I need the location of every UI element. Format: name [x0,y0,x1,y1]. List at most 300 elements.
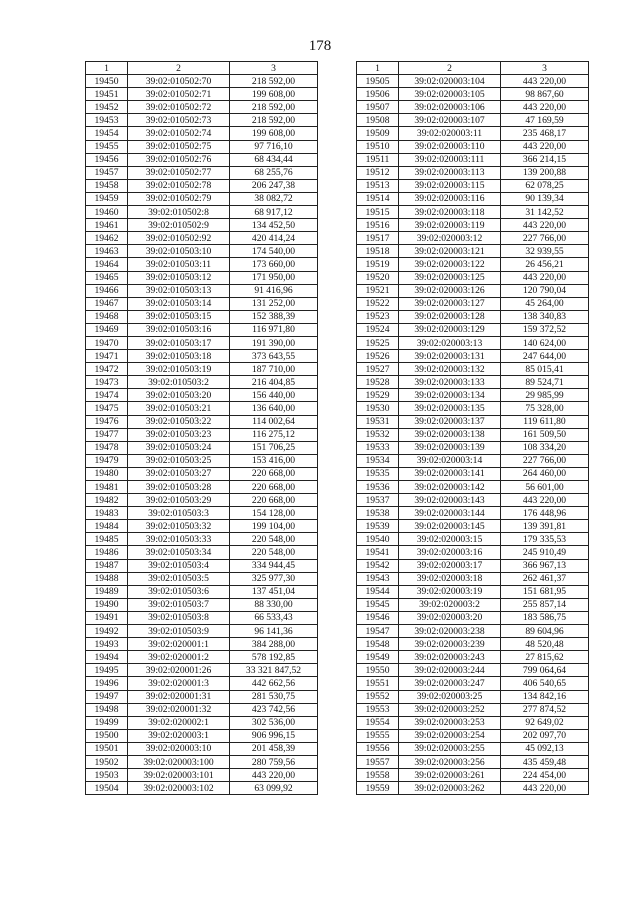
row-number-cell: 19477 [86,428,128,441]
cadastral-number-cell: 39:02:010503:7 [128,598,230,611]
cadastral-number-cell: 39:02:020003:2 [399,598,501,611]
value-cell: 62 078,25 [501,179,589,192]
cadastral-number-cell: 39:02:010503:5 [128,572,230,585]
row-number-cell: 19509 [357,127,399,140]
cadastral-number-cell: 39:02:020003:243 [399,651,501,664]
row-number-cell: 19559 [357,782,399,795]
table-row [357,323,589,336]
row-number-cell: 19495 [86,664,128,677]
table-row [357,192,589,205]
table-row [357,546,589,559]
table-row [357,114,589,127]
value-cell: 119 611,80 [501,415,589,428]
cadastral-number-cell: 39:02:020002:1 [128,716,230,729]
value-cell: 137 451,04 [230,585,318,598]
value-cell: 247 644,00 [501,350,589,363]
cadastral-number-cell: 39:02:020003:127 [399,297,501,310]
value-cell: 173 660,00 [230,258,318,271]
row-number-cell: 19491 [86,611,128,624]
value-cell: 255 857,14 [501,598,589,611]
value-cell: 227 766,00 [501,454,589,467]
cadastral-number-cell: 39:02:020001:31 [128,690,230,703]
value-cell: 90 139,34 [501,192,589,205]
cadastral-number-cell: 39:02:010503:4 [128,559,230,572]
value-cell: 68 917,12 [230,206,318,219]
value-cell: 220 548,00 [230,546,318,559]
row-number-cell: 19505 [357,75,399,88]
cadastral-number-cell: 39:02:020003:138 [399,428,501,441]
value-cell: 302 536,00 [230,716,318,729]
table-row [86,192,318,205]
value-cell: 159 372,52 [501,323,589,336]
value-cell: 114 002,64 [230,415,318,428]
table-row [86,441,318,454]
row-number-cell: 19468 [86,310,128,323]
cadastral-number-cell: 39:02:010503:6 [128,585,230,598]
row-number-cell: 19506 [357,88,399,101]
table-row [86,533,318,546]
value-cell: 443 220,00 [501,494,589,507]
row-number-cell: 19541 [357,546,399,559]
cadastral-number-cell: 39:02:010502:92 [128,232,230,245]
value-cell: 443 220,00 [501,782,589,795]
cadastral-number-cell: 39:02:010503:14 [128,297,230,310]
table-row [357,140,589,153]
table-row [86,507,318,520]
cadastral-number-cell: 39:02:020003:238 [399,625,501,638]
value-cell: 245 910,49 [501,546,589,559]
row-number-cell: 19473 [86,376,128,389]
value-cell: 136 640,00 [230,402,318,415]
cadastral-number-cell: 39:02:020003:111 [399,153,501,166]
table-row [357,729,589,742]
row-number-cell: 19479 [86,454,128,467]
row-number-cell: 19484 [86,520,128,533]
value-cell: 406 540,65 [501,677,589,690]
cadastral-number-cell: 39:02:020003:104 [399,75,501,88]
table-row [86,559,318,572]
table-row [357,572,589,585]
row-number-cell: 19544 [357,585,399,598]
row-number-cell: 19462 [86,232,128,245]
value-cell: 443 220,00 [501,101,589,114]
table-row [86,638,318,651]
cadastral-number-cell: 39:02:020003:12 [399,232,501,245]
value-cell: 176 448,96 [501,507,589,520]
value-cell: 134 452,50 [230,219,318,232]
cadastral-number-cell: 39:02:010503:23 [128,428,230,441]
row-number-cell: 19450 [86,75,128,88]
row-number-cell: 19511 [357,153,399,166]
row-number-cell: 19452 [86,101,128,114]
table-row [86,585,318,598]
value-cell: 423 742,56 [230,703,318,716]
row-number-cell: 19521 [357,284,399,297]
cadastral-number-cell: 39:02:020003:126 [399,284,501,297]
cadastral-number-cell: 39:02:010503:29 [128,494,230,507]
row-number-cell: 19515 [357,206,399,219]
cadastral-number-cell: 39:02:010503:33 [128,533,230,546]
row-number-cell: 19542 [357,559,399,572]
cadastral-number-cell: 39:02:020003:100 [128,755,230,768]
cadastral-number-cell: 39:02:010503:25 [128,454,230,467]
table-row [357,467,589,480]
cadastral-number-cell: 39:02:020003:262 [399,782,501,795]
row-number-cell: 19454 [86,127,128,140]
cadastral-number-cell: 39:02:020003:131 [399,350,501,363]
table-row [86,245,318,258]
row-number-cell: 19524 [357,323,399,336]
page-number: 178 [308,38,332,54]
cadastral-number-cell: 39:02:010503:13 [128,284,230,297]
value-cell: 799 064,64 [501,664,589,677]
column-header-value: 3 [501,62,589,75]
table-row [357,703,589,716]
value-cell: 85 015,41 [501,363,589,376]
value-cell: 183 586,75 [501,611,589,624]
cadastral-number-cell: 39:02:010503:17 [128,336,230,349]
table-row [357,716,589,729]
row-number-cell: 19478 [86,441,128,454]
cadastral-number-cell: 39:02:010503:18 [128,350,230,363]
cadastral-number-cell: 39:02:020003:106 [399,101,501,114]
table-row [86,336,318,349]
table-row [357,153,589,166]
row-number-cell: 19527 [357,363,399,376]
table-row [86,127,318,140]
value-cell: 91 416,96 [230,284,318,297]
table-row [357,206,589,219]
table-header-row [86,62,318,75]
cadastral-number-cell: 39:02:010503:34 [128,546,230,559]
value-cell: 116 971,80 [230,323,318,336]
cadastral-number-cell: 39:02:020003:244 [399,664,501,677]
table-row [357,598,589,611]
cadastral-number-cell: 39:02:020003:122 [399,258,501,271]
cadastral-number-cell: 39:02:010503:27 [128,467,230,480]
cadastral-number-cell: 39:02:020003:137 [399,415,501,428]
table-row [357,611,589,624]
cadastral-number-cell: 39:02:020003:105 [399,88,501,101]
table-row [86,677,318,690]
cadastral-number-cell: 39:02:020003:110 [399,140,501,153]
cadastral-number-cell: 39:02:020003:253 [399,716,501,729]
cadastral-number-cell: 39:02:020003:101 [128,769,230,782]
value-cell: 171 950,00 [230,271,318,284]
cadastral-number-cell: 39:02:020003:133 [399,376,501,389]
cadastral-number-cell: 39:02:020003:116 [399,192,501,205]
row-number-cell: 19522 [357,297,399,310]
value-cell: 179 335,53 [501,533,589,546]
table-row [86,481,318,494]
value-cell: 435 459,48 [501,755,589,768]
cadastral-number-cell: 39:02:020003:16 [399,546,501,559]
value-cell: 151 706,25 [230,441,318,454]
table-row [357,664,589,677]
row-number-cell: 19499 [86,716,128,729]
value-cell: 443 220,00 [501,75,589,88]
row-number-cell: 19554 [357,716,399,729]
cadastral-number-cell: 39:02:020003:102 [128,782,230,795]
table-row [86,350,318,363]
cadastral-number-cell: 39:02:020003:141 [399,467,501,480]
cadastral-number-cell: 39:02:020003:145 [399,520,501,533]
cadastral-number-cell: 39:02:010502:79 [128,192,230,205]
table-row [357,232,589,245]
row-number-cell: 19481 [86,481,128,494]
row-number-cell: 19501 [86,742,128,755]
cadastral-number-cell: 39:02:020003:118 [399,206,501,219]
table-header-row [357,62,589,75]
cadastral-number-cell: 39:02:010503:2 [128,376,230,389]
table-row [357,258,589,271]
table-row [86,376,318,389]
table-row [357,166,589,179]
table-row [357,690,589,703]
value-cell: 89 524,71 [501,376,589,389]
table-row [86,611,318,624]
table-row [86,297,318,310]
row-number-cell: 19537 [357,494,399,507]
table-row [86,769,318,782]
table-row [86,310,318,323]
value-cell: 153 416,00 [230,454,318,467]
value-cell: 384 288,00 [230,638,318,651]
row-number-cell: 19526 [357,350,399,363]
value-cell: 442 662,56 [230,677,318,690]
table-row [86,494,318,507]
right-table [356,61,589,795]
row-number-cell: 19520 [357,271,399,284]
cadastral-number-cell: 39:02:020003:239 [399,638,501,651]
cadastral-number-cell: 39:02:020003:125 [399,271,501,284]
cadastral-number-cell: 39:02:010503:19 [128,363,230,376]
row-number-cell: 19487 [86,559,128,572]
table-row [357,350,589,363]
cadastral-number-cell: 39:02:020003:1 [128,729,230,742]
value-cell: 218 592,00 [230,114,318,127]
row-number-cell: 19549 [357,651,399,664]
row-number-cell: 19480 [86,467,128,480]
cadastral-number-cell: 39:02:010502:75 [128,140,230,153]
row-number-cell: 19543 [357,572,399,585]
table-row [357,376,589,389]
value-cell: 154 128,00 [230,507,318,520]
value-cell: 134 842,16 [501,690,589,703]
row-number-cell: 19517 [357,232,399,245]
row-number-cell: 19476 [86,415,128,428]
value-cell: 96 141,36 [230,625,318,638]
table-row [357,559,589,572]
cadastral-number-cell: 39:02:020003:14 [399,454,501,467]
value-cell: 38 082,72 [230,192,318,205]
table-row [357,769,589,782]
table-row [357,520,589,533]
row-number-cell: 19508 [357,114,399,127]
table-row [86,88,318,101]
row-number-cell: 19533 [357,441,399,454]
table-row [86,651,318,664]
row-number-cell: 19494 [86,651,128,664]
value-cell: 199 104,00 [230,520,318,533]
value-cell: 199 608,00 [230,88,318,101]
table-row [86,716,318,729]
row-number-cell: 19538 [357,507,399,520]
cadastral-number-cell: 39:02:020003:255 [399,742,501,755]
table-row [86,179,318,192]
value-cell: 443 220,00 [501,271,589,284]
value-cell: 92 649,02 [501,716,589,729]
row-number-cell: 19458 [86,179,128,192]
cadastral-number-cell: 39:02:010503:3 [128,507,230,520]
cadastral-number-cell: 39:02:020003:15 [399,533,501,546]
row-number-cell: 19461 [86,219,128,232]
value-cell: 277 874,52 [501,703,589,716]
table-row [86,232,318,245]
row-number-cell: 19497 [86,690,128,703]
row-number-cell: 19471 [86,350,128,363]
row-number-cell: 19503 [86,769,128,782]
cadastral-number-cell: 39:02:010503:22 [128,415,230,428]
table-row [86,101,318,114]
row-number-cell: 19532 [357,428,399,441]
row-number-cell: 19500 [86,729,128,742]
row-number-cell: 19502 [86,755,128,768]
cadastral-number-cell: 39:02:020003:13 [399,336,501,349]
value-cell: 66 533,43 [230,611,318,624]
row-number-cell: 19510 [357,140,399,153]
value-cell: 45 264,00 [501,297,589,310]
cadastral-number-cell: 39:02:010503:28 [128,481,230,494]
table-row [86,75,318,88]
table-row [357,651,589,664]
value-cell: 156 440,00 [230,389,318,402]
row-number-cell: 19550 [357,664,399,677]
table-row [86,729,318,742]
column-header-cadastral: 2 [128,62,230,75]
value-cell: 32 939,55 [501,245,589,258]
table-row [357,219,589,232]
value-cell: 174 540,00 [230,245,318,258]
cadastral-number-cell: 39:02:020003:11 [399,127,501,140]
table-row [86,703,318,716]
cadastral-number-cell: 39:02:010503:12 [128,271,230,284]
row-number-cell: 19555 [357,729,399,742]
value-cell: 443 220,00 [230,769,318,782]
row-number-cell: 19465 [86,271,128,284]
value-cell: 366 214,15 [501,153,589,166]
value-cell: 334 944,45 [230,559,318,572]
value-cell: 218 592,00 [230,75,318,88]
table-row [86,415,318,428]
cadastral-number-cell: 39:02:020003:107 [399,114,501,127]
value-cell: 366 967,13 [501,559,589,572]
value-cell: 48 520,48 [501,638,589,651]
row-number-cell: 19512 [357,166,399,179]
value-cell: 218 592,00 [230,101,318,114]
table-row [357,297,589,310]
value-cell: 63 099,92 [230,782,318,795]
row-number-cell: 19455 [86,140,128,153]
cadastral-number-cell: 39:02:010502:9 [128,219,230,232]
table-row [357,363,589,376]
value-cell: 29 985,99 [501,389,589,402]
value-cell: 201 458,39 [230,742,318,755]
table-row [86,258,318,271]
cadastral-number-cell: 39:02:020003:134 [399,389,501,402]
table-row [86,742,318,755]
table-row [357,441,589,454]
value-cell: 220 668,00 [230,494,318,507]
table-row [86,271,318,284]
cadastral-number-cell: 39:02:020003:132 [399,363,501,376]
row-number-cell: 19474 [86,389,128,402]
value-cell: 224 454,00 [501,769,589,782]
table-row [86,782,318,795]
value-cell: 281 530,75 [230,690,318,703]
table-row [86,323,318,336]
value-cell: 151 681,95 [501,585,589,598]
row-number-cell: 19545 [357,598,399,611]
table-row [357,336,589,349]
row-number-cell: 19547 [357,625,399,638]
row-number-cell: 19472 [86,363,128,376]
cadastral-number-cell: 39:02:010502:77 [128,166,230,179]
cadastral-number-cell: 39:02:010503:20 [128,389,230,402]
table-row [357,75,589,88]
table-row [357,389,589,402]
row-number-cell: 19507 [357,101,399,114]
cadastral-number-cell: 39:02:010502:71 [128,88,230,101]
cadastral-number-cell: 39:02:020003:254 [399,729,501,742]
cadastral-number-cell: 39:02:020003:142 [399,481,501,494]
row-number-cell: 19530 [357,402,399,415]
value-cell: 31 142,52 [501,206,589,219]
table-row [86,454,318,467]
cadastral-number-cell: 39:02:020001:1 [128,638,230,651]
value-cell: 325 977,30 [230,572,318,585]
cadastral-number-cell: 39:02:010503:9 [128,625,230,638]
row-number-cell: 19459 [86,192,128,205]
table-row [357,127,589,140]
value-cell: 220 668,00 [230,481,318,494]
row-number-cell: 19528 [357,376,399,389]
row-number-cell: 19457 [86,166,128,179]
table-row [357,402,589,415]
cadastral-number-cell: 39:02:020003:143 [399,494,501,507]
value-cell: 88 330,00 [230,598,318,611]
cadastral-number-cell: 39:02:020003:135 [399,402,501,415]
cadastral-number-cell: 39:02:020003:119 [399,219,501,232]
value-cell: 227 766,00 [501,232,589,245]
table-row [86,389,318,402]
value-cell: 152 388,39 [230,310,318,323]
value-cell: 220 548,00 [230,533,318,546]
row-number-cell: 19551 [357,677,399,690]
row-number-cell: 19482 [86,494,128,507]
value-cell: 199 608,00 [230,127,318,140]
table-row [357,415,589,428]
table-row [357,494,589,507]
row-number-cell: 19488 [86,572,128,585]
cadastral-number-cell: 39:02:020003:256 [399,755,501,768]
row-number-cell: 19553 [357,703,399,716]
row-number-cell: 19523 [357,310,399,323]
row-number-cell: 19519 [357,258,399,271]
table-row [86,140,318,153]
table-row [86,428,318,441]
column-header-number: 1 [357,62,399,75]
